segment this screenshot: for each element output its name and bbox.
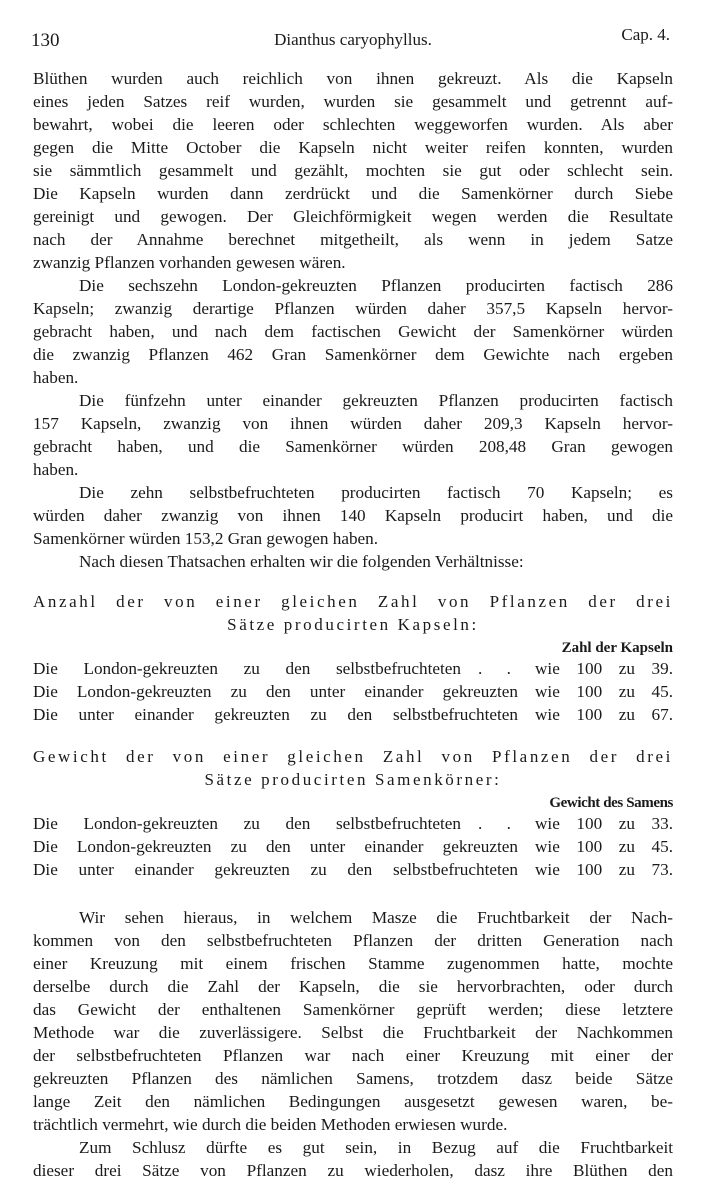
running-title: Dianthus caryophyllus. [274, 30, 432, 49]
row-label: Die London-gekreuzten zu den unter einander gekreuzten [33, 837, 518, 856]
table-row [33, 658, 673, 680]
text-line: lange Zeit den nämlichen Bedingungen ausgesetzt gewesen waren, be- [33, 1092, 673, 1111]
text-line: Zum Schlusz dürfte es gut sein, in Bezug auf die Fruchtbarkeit [79, 1138, 673, 1157]
row-ratio: wie 100 zu 33. [535, 814, 673, 833]
text-line: der selbstbefruchteten Pflanzen war nach einer Kreuzung mit einer der [33, 1046, 673, 1065]
row-label: Die London-gekreuzten zu den unter einander gekreuzten [33, 682, 518, 701]
table-row [33, 704, 673, 726]
text-line: gekreuzten Pflanzen des nämlichen Samens, trotzdem dasz beide Sätze [33, 1069, 673, 1088]
text-line: dieser drei Sätze von Pflanzen zu wiederholen, dasz ihre Blüthen den [33, 1161, 673, 1180]
text-line: Blüthen wurden auch reichlich von ihnen gekreuzt. Als die Kapseln [33, 69, 673, 88]
text-line: Wir sehen hieraus, in welchem Masze die Fruchtbarkeit der Nach- [79, 908, 673, 927]
text-line: derselbe durch die Zahl der Kapseln, die sie hervorbrachten, oder durch [33, 977, 673, 996]
text-line: haben. [33, 460, 79, 479]
table-title: Sätze producirten Kapseln: [227, 615, 479, 634]
page-header [0, 25, 706, 54]
text-line: kommen von den selbstbefruchteten Pflanzen der dritten Generation nach [33, 931, 673, 950]
text-line: gebracht haben, und die Samenkörner würden 208,48 Gran gewogen [33, 437, 673, 456]
row-ratio: wie 100 zu 39. [535, 659, 673, 678]
text-line: trächtlich vermehrt, wie durch die beiden Methoden erwiesen wurde. [33, 1115, 508, 1134]
text-line: 157 Kapseln, zwanzig von ihnen würden daher 209,3 Kapseln hervor- [33, 414, 673, 433]
table-title: Anzahl der von einer gleichen Zahl von Pflanzen der drei [33, 592, 673, 611]
table-row [33, 836, 673, 858]
text-line: eines jeden Satzes reif wurden, wurden sie gesammelt und getrennt auf- [33, 92, 673, 111]
text-line: Kapseln; zwanzig derartige Pflanzen würden daher 357,5 Kapseln hervor- [33, 299, 673, 318]
table-row [33, 681, 673, 703]
table-title: Sätze producirten Samenkörner: [204, 770, 502, 789]
text-line: gereinigt und gewogen. Der Gleichförmigkeit wegen werden die Resultate [33, 207, 673, 226]
text-line: zwanzig Pflanzen vorhanden gewesen wären. [33, 253, 346, 272]
column-header: Zahl der Kapseln [561, 640, 673, 656]
row-ratio: wie 100 zu 67. [535, 705, 673, 724]
text-line: Die fünfzehn unter einander gekreuzten Pflanzen producirten factisch [79, 391, 673, 410]
row-ratio: wie 100 zu 45. [535, 682, 673, 701]
leader-dots: . . [478, 659, 521, 678]
text-line: Die zehn selbstbefruchteten producirten factisch 70 Kapseln; es [79, 483, 673, 502]
text-line: haben. [33, 368, 79, 387]
text-line: Methode war die zuverlässigere. Selbst die Fruchtbarkeit der Nachkommen [33, 1023, 673, 1042]
text-line: Nach diesen Thatsachen erhalten wir die folgenden Verhältnisse: [79, 552, 524, 571]
table-row [33, 813, 673, 835]
page-number: 130 [31, 30, 60, 51]
column-header: Gewicht des Samens [549, 795, 673, 811]
row-label: Die London-gekreuzten zu den selbstbefruchteten [33, 814, 461, 833]
text-line: Samenkörner würden 153,2 Gran gewogen haben. [33, 529, 379, 548]
row-label: Die unter einander gekreuzten zu den selbstbefruchteten [33, 705, 518, 724]
text-line: einer Kreuzung mit einem frischen Stamme zugenommen hatte, mochte [33, 954, 673, 973]
text-line: Die Kapseln wurden dann zerdrückt und die Samenkörner durch Siebe [33, 184, 673, 203]
text-line: gegen die Mitte October die Kapseln nicht weiter reifen konnten, wurden [33, 138, 673, 157]
text-line: gebracht haben, und nach dem factischen Gewicht der Samenkörner würden [33, 322, 673, 341]
text-line: Die sechszehn London-gekreuzten Pflanzen producirten factisch 286 [79, 276, 673, 295]
text-line: nach der Annahme berechnet mitgetheilt, als wenn in jedem Satze [33, 230, 673, 249]
text-line: sie sämmtlich gesammelt und gezählt, mochten sie gut oder schlecht sein. [33, 161, 673, 180]
row-label: Die unter einander gekreuzten zu den selbstbefruchteten [33, 860, 518, 879]
text-line: das Gewicht der enthaltenen Samenkörner geprüft werden; diese letztere [33, 1000, 673, 1019]
table-row [33, 859, 673, 881]
table-title: Gewicht der von einer gleichen Zahl von Pflanzen der drei [33, 747, 673, 766]
chapter-label: Cap. 4. [621, 25, 670, 44]
text-line: würden daher zwanzig von ihnen 140 Kapseln producirt haben, und die [33, 506, 673, 525]
row-ratio: wie 100 zu 45. [535, 837, 673, 856]
leader-dots: . . [478, 814, 521, 833]
row-label: Die London-gekreuzten zu den selbstbefruchteten [33, 659, 461, 678]
row-ratio: wie 100 zu 73. [535, 860, 673, 879]
text-line: die zwanzig Pflanzen 462 Gran Samenkörner dem Gewichte nach ergeben [33, 345, 673, 364]
text-line: bewahrt, wobei die leeren oder schlechten weggeworfen wurden. Als aber [33, 115, 673, 134]
